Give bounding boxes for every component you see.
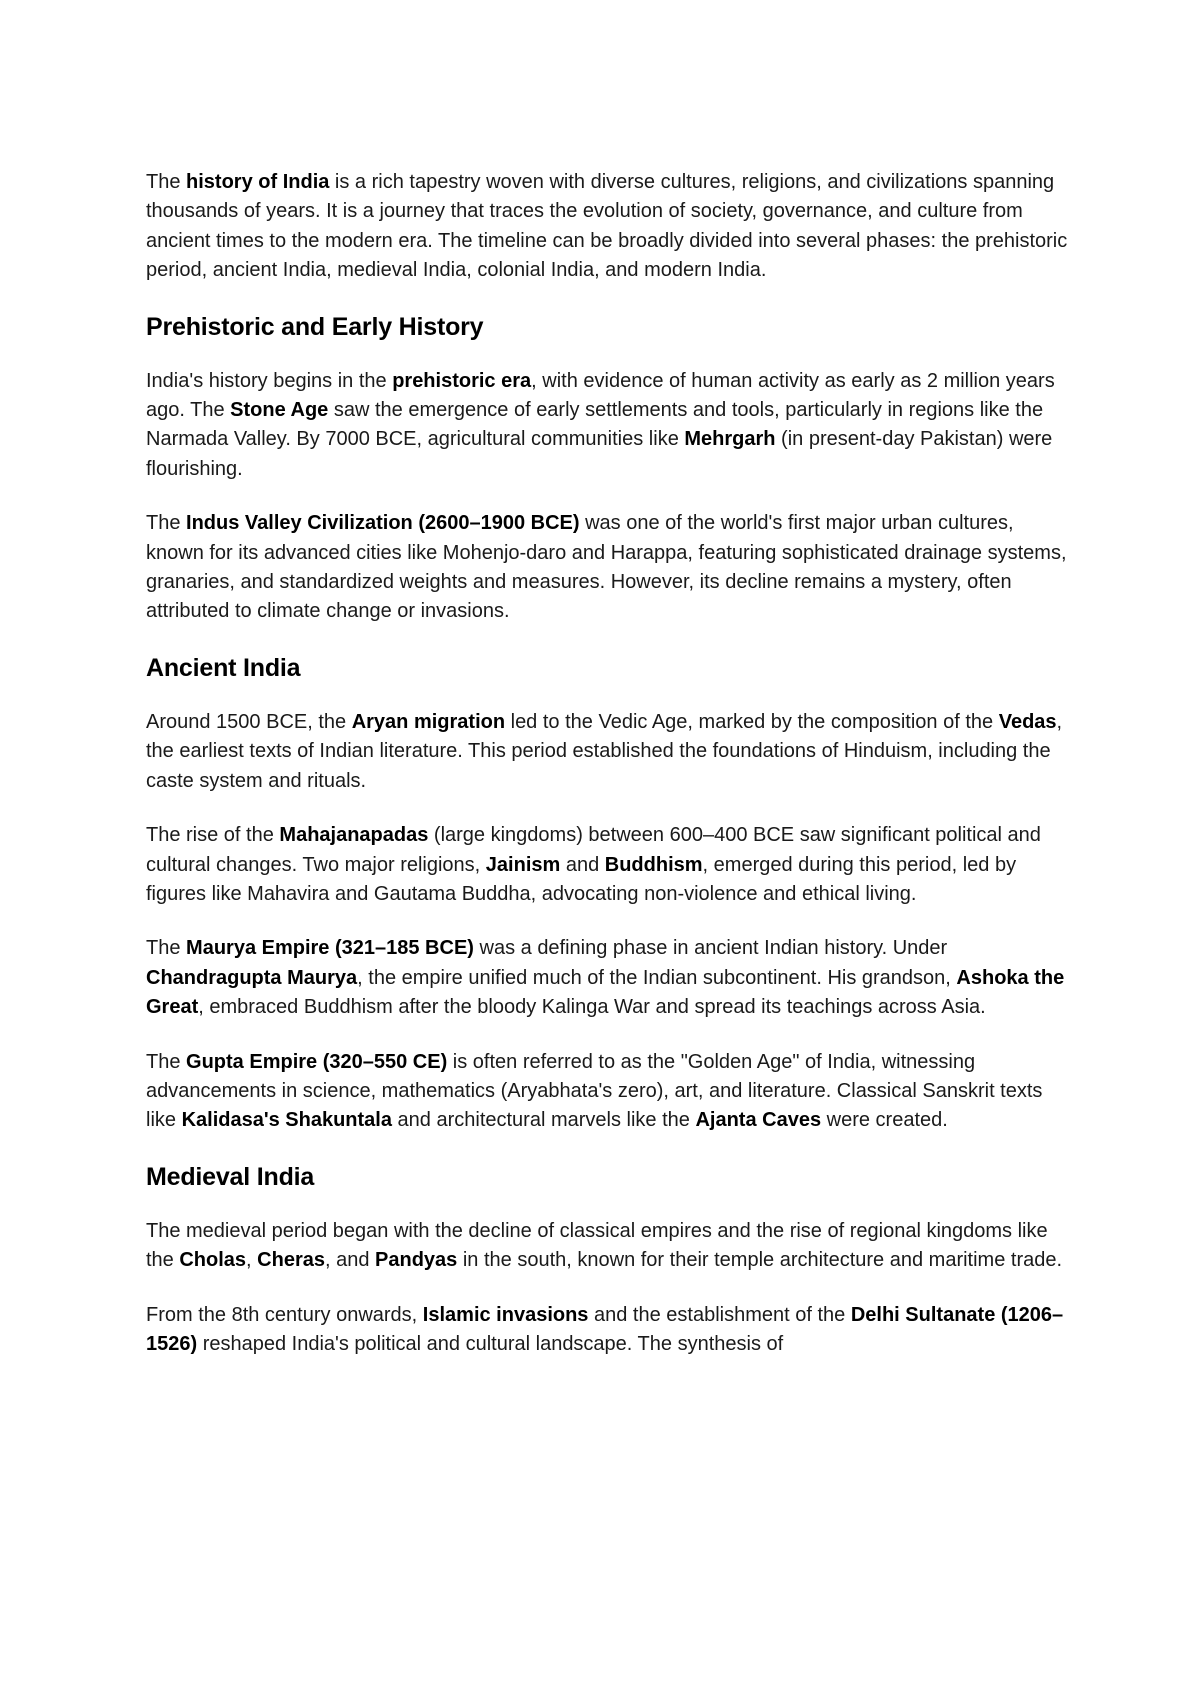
paragraph-regional-kingdoms: The medieval period began with the decline of classical empires and the rise of regional kingdoms like the Cholas, Cheras, and Pandyas in the south, known for their temple architecture and maritime trade. (146, 1219, 1063, 1272)
bold-term: prehistoric era (392, 369, 532, 392)
bold-term: Maurya Empire (321–185 BCE) (186, 937, 474, 960)
document-body (146, 168, 1076, 1384)
paragraph-indus-valley: The Indus Valley Civilization (2600–1900 BCE) was one of the world's first major urban cultures, known for its advanced cities like Mohenjo-daro and Harappa, featuring sophisticated drainage systems, granaries, and standardized weights and measures. However, its decline remains a mystery, often attributed to climate change or invasions. (146, 512, 1067, 623)
bold-term: history of India (186, 171, 330, 193)
bold-term: Ajanta Caves (695, 1109, 822, 1132)
intro-paragraph: The history of India is a rich tapestry woven with diverse cultures, religions, and civilizations spanning thousands of years. It is a journey that traces the evolution of society, governance, and culture from ancient times to the modern era. The timeline can be broadly divided into several phases: the prehistoric period, ancient India, medieval India, colonial India, and modern India. (146, 171, 1068, 282)
bold-term: Chandragupta Maurya (146, 966, 358, 989)
paragraph-gupta-empire: The Gupta Empire (320–550 CE) is often referred to as the "Golden Age" of India, witnessing advancements in science, mathematics (Aryabhata's zero), art, and literature. Classical Sanskrit texts like Kalidasa's Shakuntala and architectural marvels like the Ajanta Caves were created. (146, 1050, 1043, 1132)
bold-term: Mahajanapadas (279, 824, 429, 847)
bold-term: Jainism (485, 853, 561, 876)
bold-term: Pandyas (375, 1249, 458, 1272)
section-heading-prehistoric: Prehistoric and Early History (146, 312, 484, 341)
bold-term: Stone Age (230, 399, 329, 422)
bold-term: Vedas (998, 710, 1057, 733)
paragraph-maurya-empire: The Maurya Empire (321–185 BCE) was a defining phase in ancient Indian history. Under Chandragupta Maurya, the empire unified much of the Indian subcontinent. His grandson, Ashoka the Great, embraced Buddhism after the bloody Kalinga War and spread its teachings across Asia. (146, 937, 1065, 1019)
bold-term: Cheras (257, 1249, 325, 1272)
bold-term: Aryan migration (351, 710, 506, 733)
section-heading-ancient: Ancient India (146, 653, 301, 682)
bold-term: Buddhism (604, 853, 703, 876)
bold-term: Gupta Empire (320–550 CE) (186, 1050, 448, 1073)
bold-term: Indus Valley Civilization (2600–1900 BCE) (186, 512, 580, 535)
bold-term: Ashoka the Great (146, 966, 1065, 1019)
paragraph-mahajanapadas: The rise of the Mahajanapadas (large kingdoms) between 600–400 BCE saw significant political and cultural changes. Two major religions, Jainism and Buddhism, emerged during this period, led by figures like Mahavira and Gautama Buddha, advocating non-violence and ethical living. (146, 824, 1041, 905)
section-heading-medieval: Medieval India (146, 1162, 315, 1191)
bold-term: Kalidasa's Shakuntala (181, 1109, 392, 1132)
paragraph-vedic-age: Around 1500 BCE, the Aryan migration led to the Vedic Age, marked by the composition of the Vedas, the earliest texts of Indian literature. This period established the foundations of Hinduism, including the caste system and rituals. (146, 710, 1063, 792)
bold-term: Cholas (179, 1249, 247, 1272)
paragraph-prehistoric-era: India's history begins in the prehistoric era, with evidence of human activity as early as 2 million years ago. The Stone Age saw the emergence of early settlements and tools, particularly in regions like the Narmada Valley. By 7000 BCE, agricultural communities like Mehrgarh (in present-day Pakistan) were flourishing. (146, 369, 1055, 480)
bold-term: Delhi Sultanate (1206–1526) (146, 1303, 1064, 1355)
paragraph-delhi-sultanate: From the 8th century onwards, Islamic invasions and the establishment of the Delhi Sultanate (1206–1526) reshaped India's political and cultural landscape. The synthesis of (146, 1303, 1064, 1355)
bold-term: Mehrgarh (684, 428, 776, 451)
bold-term: Islamic invasions (422, 1303, 589, 1326)
